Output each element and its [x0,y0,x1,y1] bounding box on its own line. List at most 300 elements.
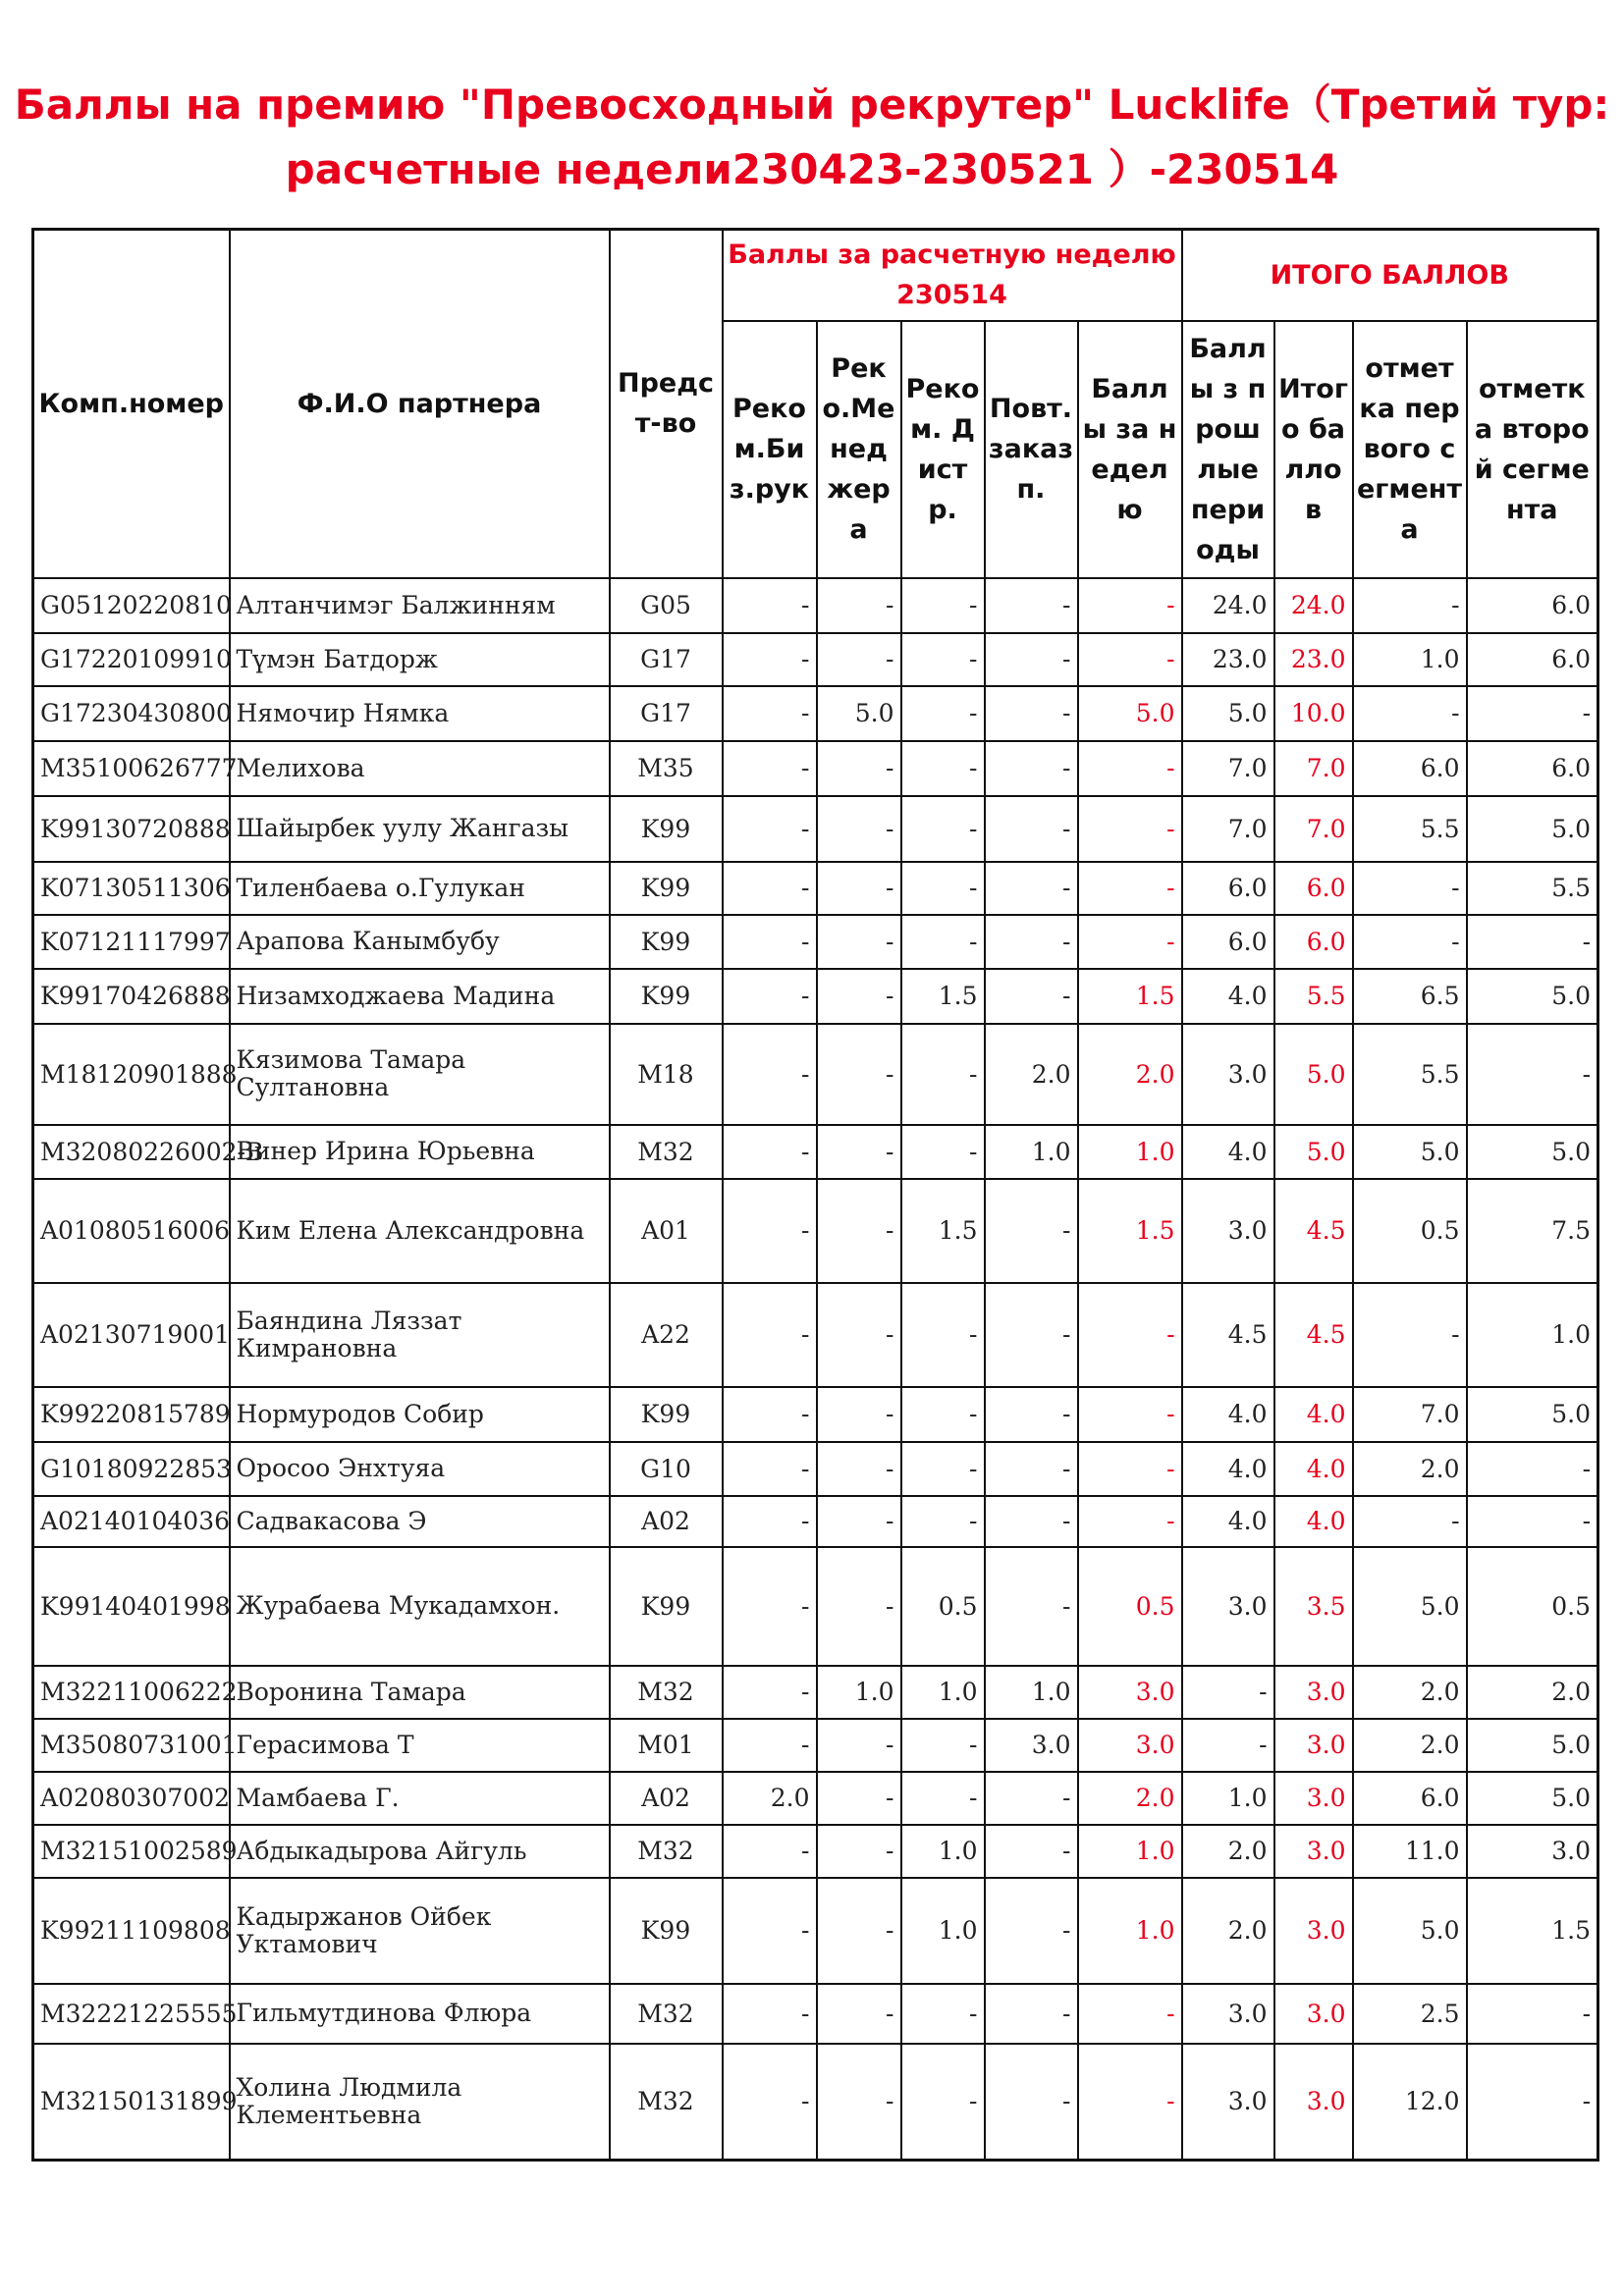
page-title [0,73,1624,202]
cell-prev: 3.0 [1182,2044,1274,2161]
cell-total: 3.0 [1274,1772,1353,1825]
cell-total: 3.0 [1274,1878,1353,1984]
col-header-rec-mgr: Реко.Менеджера [817,321,901,578]
col-header-seg2: отметка второй сегмента [1467,321,1598,578]
cell-id: M32150131899 [33,2044,230,2161]
cell-name: Холина Людмила Клементьевна [230,2044,610,2161]
cell-seg1: 5.5 [1353,1024,1467,1125]
cell-dist: - [901,1283,985,1387]
cell-rep: M32 [610,1984,723,2044]
cell-repeat: - [985,1878,1078,1984]
cell-seg2: 5.0 [1467,1387,1598,1442]
cell-prev: 5.0 [1182,686,1274,741]
cell-seg2: 5.0 [1467,1719,1598,1772]
cell-repeat: - [985,1387,1078,1442]
col-header-week-points: Баллы за неделю [1078,321,1182,578]
cell-biz: - [723,686,817,741]
cell-biz: - [723,862,817,915]
cell-total: 4.0 [1274,1442,1353,1496]
cell-seg2: - [1467,686,1598,741]
cell-mgr: - [817,1387,901,1442]
cell-dist: - [901,1442,985,1496]
group-header-total: ИТОГО БАЛЛОВ [1182,230,1598,321]
cell-mgr: - [817,1772,901,1825]
cell-total: 3.0 [1274,1666,1353,1719]
cell-total: 5.0 [1274,1125,1353,1179]
cell-mgr: - [817,969,901,1024]
cell-rep: K99 [610,862,723,915]
cell-id: K07130511306 [33,862,230,915]
cell-repeat: 1.0 [985,1125,1078,1179]
cell-prev: 3.0 [1182,1984,1274,2044]
cell-name: Мелихова [230,741,610,796]
cell-seg2: - [1467,915,1598,969]
cell-repeat: - [985,1984,1078,2044]
cell-week: - [1078,1442,1182,1496]
cell-seg1: 5.0 [1353,1878,1467,1984]
cell-prev: 4.0 [1182,1387,1274,1442]
cell-repeat: - [985,796,1078,862]
cell-repeat: - [985,2044,1078,2161]
col-header-total: Итого баллов [1274,321,1353,578]
cell-rep: A02 [610,1772,723,1825]
cell-week: 1.5 [1078,1179,1182,1283]
cell-total: 23.0 [1274,633,1353,686]
cell-prev: 2.0 [1182,1825,1274,1878]
cell-biz: - [723,1442,817,1496]
col-header-partner-name: Ф.И.О партнера [230,230,610,578]
cell-biz: - [723,1878,817,1984]
cell-prev: 3.0 [1182,1024,1274,1125]
col-header-prev-period: Баллы з прошлые периоды [1182,321,1274,578]
cell-seg2: 1.5 [1467,1878,1598,1984]
cell-biz: 2.0 [723,1772,817,1825]
cell-seg2: - [1467,1442,1598,1496]
cell-prev: 4.0 [1182,1125,1274,1179]
cell-seg1: 6.0 [1353,1772,1467,1825]
cell-week: - [1078,2044,1182,2161]
cell-total: 7.0 [1274,741,1353,796]
cell-week: 3.0 [1078,1666,1182,1719]
cell-id: M32151002589 [33,1825,230,1878]
cell-repeat: - [985,686,1078,741]
cell-dist: - [901,1772,985,1825]
cell-rep: A22 [610,1283,723,1387]
cell-seg2: 1.0 [1467,1283,1598,1387]
table-row [33,1442,1598,1496]
cell-seg2: 7.5 [1467,1179,1598,1283]
table-row [33,633,1598,686]
cell-seg1: 7.0 [1353,1387,1467,1442]
cell-name: Кязимова Тамара Султановна [230,1024,610,1125]
col-header-seg1: отметка первого сегмента [1353,321,1467,578]
cell-rep: G17 [610,686,723,741]
cell-name: Воронина Тамара [230,1666,610,1719]
cell-mgr: - [817,1496,901,1547]
cell-seg2: 0.5 [1467,1547,1598,1666]
cell-dist: 1.0 [901,1666,985,1719]
cell-total: 5.0 [1274,1024,1353,1125]
cell-seg2: 6.0 [1467,578,1598,633]
cell-name: Тиленбаева о.Гулукан [230,862,610,915]
cell-dist: 1.5 [901,1179,985,1283]
cell-total: 4.0 [1274,1496,1353,1547]
cell-seg1: - [1353,578,1467,633]
cell-week: - [1078,915,1182,969]
cell-id: G17220109910 [33,633,230,686]
cell-week: 0.5 [1078,1547,1182,1666]
cell-dist: 1.0 [901,1878,985,1984]
cell-dist: - [901,1496,985,1547]
cell-total: 6.0 [1274,862,1353,915]
cell-prev: - [1182,1719,1274,1772]
cell-biz: - [723,1283,817,1387]
cell-biz: - [723,1547,817,1666]
cell-id: A02080307002 [33,1772,230,1825]
cell-week: - [1078,1496,1182,1547]
table-row [33,1878,1598,1984]
cell-repeat: - [985,1442,1078,1496]
cell-name: Ким Елена Александровна [230,1179,610,1283]
cell-rep: K99 [610,915,723,969]
cell-dist: - [901,796,985,862]
cell-total: 10.0 [1274,686,1353,741]
cell-repeat: - [985,1547,1078,1666]
cell-id: K99140401998 [33,1547,230,1666]
cell-mgr: - [817,915,901,969]
cell-seg1: 12.0 [1353,2044,1467,2161]
cell-rep: M32 [610,1825,723,1878]
cell-dist: - [901,1024,985,1125]
cell-name: Түмэн Батдорж [230,633,610,686]
cell-prev: - [1182,1666,1274,1719]
cell-id: G10180922853 [33,1442,230,1496]
cell-seg2: 5.5 [1467,862,1598,915]
cell-seg1: 0.5 [1353,1179,1467,1283]
cell-repeat: - [985,915,1078,969]
cell-prev: 2.0 [1182,1878,1274,1984]
cell-total: 3.0 [1274,1825,1353,1878]
cell-dist: 1.5 [901,969,985,1024]
cell-id: G17230430800 [33,686,230,741]
cell-biz: - [723,915,817,969]
cell-total: 3.0 [1274,1984,1353,2044]
cell-seg1: - [1353,915,1467,969]
cell-name: Оросоо Энхтуяа [230,1442,610,1496]
cell-prev: 24.0 [1182,578,1274,633]
cell-dist: - [901,1125,985,1179]
cell-week: - [1078,1984,1182,2044]
cell-dist: - [901,741,985,796]
cell-total: 5.5 [1274,969,1353,1024]
cell-seg1: 11.0 [1353,1825,1467,1878]
cell-mgr: - [817,1719,901,1772]
cell-mgr: - [817,1547,901,1666]
cell-week: 1.0 [1078,1878,1182,1984]
cell-total: 4.5 [1274,1179,1353,1283]
cell-week: 5.0 [1078,686,1182,741]
cell-biz: - [723,1496,817,1547]
cell-name: Шайырбек уулу Жангазы [230,796,610,862]
cell-repeat: 3.0 [985,1719,1078,1772]
cell-biz: - [723,1125,817,1179]
cell-mgr: - [817,1825,901,1878]
table-row [33,1719,1598,1772]
cell-seg2: - [1467,1024,1598,1125]
cell-total: 7.0 [1274,796,1353,862]
cell-mgr: - [817,578,901,633]
cell-repeat: 1.0 [985,1666,1078,1719]
cell-id: K99211109808 [33,1878,230,1984]
cell-prev: 4.5 [1182,1283,1274,1387]
cell-dist: - [901,686,985,741]
cell-dist: - [901,915,985,969]
cell-rep: K99 [610,969,723,1024]
cell-dist: - [901,1719,985,1772]
table-row [33,969,1598,1024]
cell-seg2: 5.0 [1467,796,1598,862]
cell-biz: - [723,1984,817,2044]
group-header-week: Баллы за расчетную неделю 230514 [723,230,1182,321]
cell-seg1: 6.5 [1353,969,1467,1024]
cell-rep: A01 [610,1179,723,1283]
cell-rep: K99 [610,1878,723,1984]
cell-total: 4.0 [1274,1387,1353,1442]
cell-seg1: 2.0 [1353,1666,1467,1719]
cell-week: - [1078,633,1182,686]
table-row [33,1179,1598,1283]
cell-name: Нямочир Нямка [230,686,610,741]
table-row [33,1283,1598,1387]
cell-id: M18120901888 [33,1024,230,1125]
table-row [33,686,1598,741]
cell-mgr: - [817,1442,901,1496]
cell-week: - [1078,796,1182,862]
cell-dist: - [901,1387,985,1442]
cell-id: K07121117997 [33,915,230,969]
cell-id: K99130720888 [33,796,230,862]
cell-id: M32221225555 [33,1984,230,2044]
cell-total: 24.0 [1274,578,1353,633]
table-row [33,1772,1598,1825]
cell-dist: - [901,2044,985,2161]
cell-seg2: 5.0 [1467,1125,1598,1179]
cell-total: 3.5 [1274,1547,1353,1666]
cell-seg2: 5.0 [1467,969,1598,1024]
cell-biz: - [723,1387,817,1442]
cell-prev: 7.0 [1182,796,1274,862]
cell-repeat: - [985,633,1078,686]
cell-total: 6.0 [1274,915,1353,969]
cell-week: 2.0 [1078,1772,1182,1825]
cell-rep: G17 [610,633,723,686]
cell-dist: 0.5 [901,1547,985,1666]
table-row [33,915,1598,969]
cell-biz: - [723,1825,817,1878]
table-row [33,2044,1598,2161]
cell-name: Журабаева Мукадамхон. [230,1547,610,1666]
cell-mgr: - [817,2044,901,2161]
cell-mgr: - [817,1125,901,1179]
cell-week: - [1078,578,1182,633]
cell-biz: - [723,741,817,796]
table-row [33,1387,1598,1442]
cell-name: Баяндина Ляззат Кимрановна [230,1283,610,1387]
col-header-repeat-order: Повт.заказ п. [985,321,1078,578]
title-line-1: Баллы на премию "Превосходный рекрутер" Lucklife（Третий тур: [14,80,1610,129]
cell-prev: 4.0 [1182,1442,1274,1496]
cell-total: 3.0 [1274,1719,1353,1772]
cell-prev: 3.0 [1182,1547,1274,1666]
cell-dist: 1.0 [901,1825,985,1878]
cell-biz: - [723,578,817,633]
cell-id: K99170426888 [33,969,230,1024]
cell-week: - [1078,1283,1182,1387]
cell-name: Кадыржанов Ойбек Уктамович [230,1878,610,1984]
cell-name: Низамходжаева Мадина [230,969,610,1024]
cell-week: - [1078,1387,1182,1442]
cell-week: 1.5 [1078,969,1182,1024]
table-row [33,796,1598,862]
cell-prev: 7.0 [1182,741,1274,796]
cell-seg1: 6.0 [1353,741,1467,796]
cell-mgr: - [817,796,901,862]
cell-repeat: - [985,1179,1078,1283]
cell-seg1: - [1353,862,1467,915]
cell-name: Герасимова Т [230,1719,610,1772]
cell-dist: - [901,578,985,633]
cell-mgr: - [817,1283,901,1387]
cell-repeat: - [985,578,1078,633]
cell-prev: 4.0 [1182,969,1274,1024]
cell-seg1: 2.0 [1353,1719,1467,1772]
col-header-company-no: Комп.номер [33,230,230,578]
cell-repeat: - [985,862,1078,915]
cell-biz: - [723,796,817,862]
cell-mgr: 1.0 [817,1666,901,1719]
cell-prev: 1.0 [1182,1772,1274,1825]
cell-biz: - [723,1024,817,1125]
cell-id: M35080731001 [33,1719,230,1772]
cell-rep: M32 [610,2044,723,2161]
cell-repeat: - [985,969,1078,1024]
cell-seg2: - [1467,2044,1598,2161]
cell-dist: - [901,1984,985,2044]
cell-rep: G05 [610,578,723,633]
cell-seg2: 6.0 [1467,741,1598,796]
cell-seg1: 5.5 [1353,796,1467,862]
cell-mgr: - [817,741,901,796]
table-row [33,1024,1598,1125]
cell-seg1: 2.5 [1353,1984,1467,2044]
cell-mgr: - [817,862,901,915]
cell-name: Арапова Канымбубу [230,915,610,969]
cell-id: G05120220810 [33,578,230,633]
cell-biz: - [723,633,817,686]
cell-seg2: - [1467,1984,1598,2044]
cell-repeat: - [985,1283,1078,1387]
cell-seg2: - [1467,1496,1598,1547]
cell-prev: 6.0 [1182,862,1274,915]
cell-rep: K99 [610,1547,723,1666]
table-row [33,741,1598,796]
cell-name: Винер Ирина Юрьевна [230,1125,610,1179]
cell-id: A02140104036 [33,1496,230,1547]
cell-seg1: 5.0 [1353,1547,1467,1666]
cell-name: Садвакасова Э [230,1496,610,1547]
cell-mgr: 5.0 [817,686,901,741]
cell-total: 3.0 [1274,2044,1353,2161]
cell-id: A02130719001 [33,1283,230,1387]
cell-seg2: 2.0 [1467,1666,1598,1719]
table-row [33,1984,1598,2044]
cell-seg1: 2.0 [1353,1442,1467,1496]
col-header-rec-biz: Реком.Биз.рук [723,321,817,578]
cell-week: - [1078,862,1182,915]
table-row [33,862,1598,915]
cell-id: A01080516006 [33,1179,230,1283]
cell-seg1: - [1353,686,1467,741]
cell-repeat: - [985,1825,1078,1878]
table-row [33,1547,1598,1666]
cell-rep: M01 [610,1719,723,1772]
cell-week: 3.0 [1078,1719,1182,1772]
table-body [33,578,1598,2161]
cell-rep: M32 [610,1125,723,1179]
cell-mgr: - [817,1984,901,2044]
cell-name: Мамбаева Г. [230,1772,610,1825]
col-header-rec-dist: Реком. Дистр. [901,321,985,578]
cell-prev: 3.0 [1182,1179,1274,1283]
cell-mgr: - [817,1179,901,1283]
cell-rep: M18 [610,1024,723,1125]
cell-name: Алтанчимэг Балжинням [230,578,610,633]
table-row [33,1496,1598,1547]
cell-mgr: - [817,1878,901,1984]
cell-id: M35100626777 [33,741,230,796]
cell-biz: - [723,1666,817,1719]
title-line-2: расчетные недели230423-230521 ）-230514 [285,145,1339,193]
cell-name: Гильмутдинова Флюра [230,1984,610,2044]
cell-id: K99220815789 [33,1387,230,1442]
cell-rep: K99 [610,796,723,862]
cell-seg2: 6.0 [1467,633,1598,686]
cell-name: Абдыкадырова Айгуль [230,1825,610,1878]
cell-biz: - [723,1719,817,1772]
cell-dist: - [901,633,985,686]
cell-rep: K99 [610,1387,723,1442]
cell-rep: M35 [610,741,723,796]
cell-seg1: - [1353,1283,1467,1387]
cell-week: 1.0 [1078,1825,1182,1878]
cell-seg2: 5.0 [1467,1772,1598,1825]
cell-rep: G10 [610,1442,723,1496]
cell-repeat: - [985,741,1078,796]
cell-name: Нормуродов Собир [230,1387,610,1442]
cell-id: M32211006222 [33,1666,230,1719]
cell-repeat: - [985,1772,1078,1825]
cell-prev: 23.0 [1182,633,1274,686]
cell-week: - [1078,741,1182,796]
table-row [33,1825,1598,1878]
cell-rep: A02 [610,1496,723,1547]
cell-biz: - [723,969,817,1024]
cell-id: M32080226002-B [33,1125,230,1179]
cell-rep: M32 [610,1666,723,1719]
cell-week: 1.0 [1078,1125,1182,1179]
cell-week: 2.0 [1078,1024,1182,1125]
cell-dist: - [901,862,985,915]
